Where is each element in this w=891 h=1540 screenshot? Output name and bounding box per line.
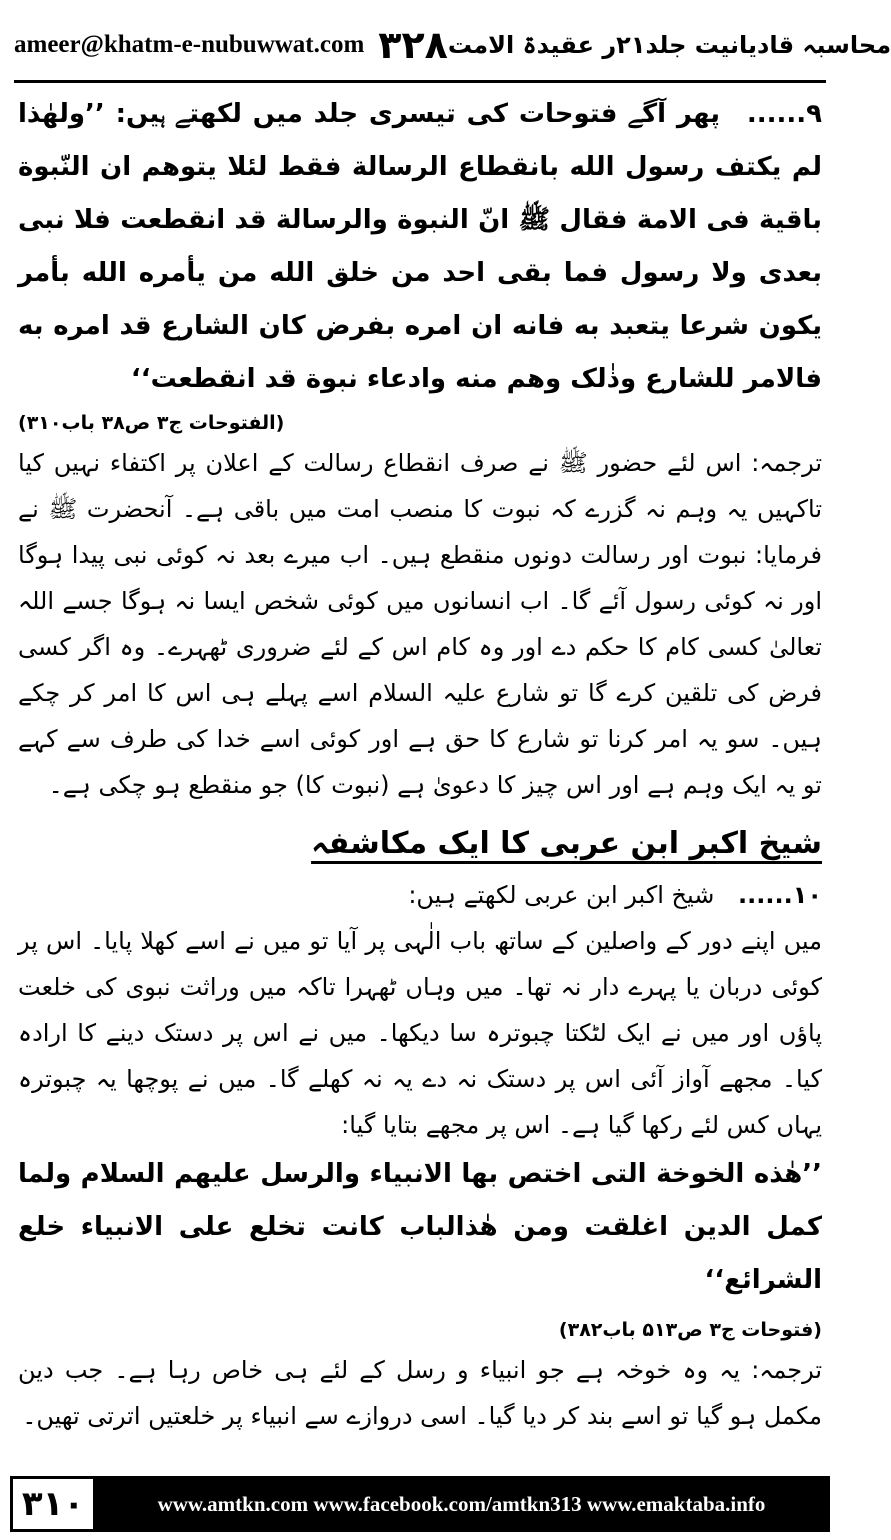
section1-translation: ترجمہ: اس لئے حضور ﷺ نے صرف انقطاع رسالت کے اعلان پر اکتفاء نہیں کیا تاکہیں یہ وہم نہ گزرے کہ نبوت کا منصب امت میں باقی ہے۔ آنحضرت ﷺ نے فرمایا: نبوت اور رسالت دونوں منقطع ہیں۔ اب میرے بعد نہ کوئی نبی پیدا ہوگا اور نہ کوئی رسول آئے گا۔ اب انسانوں میں کوئی شخص ایسا نہ ہوگا جسے اللہ تعالیٰ کسی کام کا حکم دے اور وہ کام اس کے لئے ضروری ٹھہرے۔ وہ اگر کسی فرض کی تلقین کرے گا تو شارع علیہ السلام اسے پہلے ہی اس کا امر کر چکے ہیں۔ سو یہ امر کرنا تو شارع کا حق ہے اور کوئی اسے خدا کی طرف سے کہے تو یہ ایک وہم ہے اور اس چیز کا دعویٰ ہے (نبوت کا) جو منقطع ہو چکی ہے۔: [18, 449, 823, 799]
header-page-number: ۳۲۸: [378, 23, 448, 67]
section1-reference: (الفتوحات ج۳ ص۳۸ باب۳۱۰): [18, 412, 285, 434]
section2-reference: (فتوحات ج۳ ص۵۱۳ باب۳۸۲): [558, 1319, 822, 1341]
footer-links: www.amtkn.com www.facebook.com/amtkn313 www.emaktaba.info: [93, 1476, 830, 1532]
section2-arabic-text: ’’هٰذه الخوخة التی اختص بها الانبیاء والرسل علیهم السلام ولما کمل الدین اغلقت ومن هٰذالباب کانت تخلع علی الانبیاء خلع الشرائع‘‘: [18, 1159, 822, 1295]
page-header: [14, 10, 891, 80]
section1-item-number: ۹......: [746, 99, 823, 129]
header-book-title: محاسبہ قادیانیت جلد۲۱ر عقیدۃ الامت: [447, 31, 891, 59]
section1-quote: [18, 88, 822, 406]
page-body: [18, 88, 822, 1466]
section2-urdu-text: میں اپنے دور کے واصلین کے ساتھ باب الٰہی پر آیا تو میں نے اسے کھلا پایا۔ اس پر کوئی دربان یا پہرے دار نہ تھا۔ میں وہاں ٹھہرا تاکہ میں وراثت نبوی کی خلعت پاؤں اور میں نے ایک لٹکتا چبوترہ سا دیکھا۔ میں نے اس پر دستک دینے کا ارادہ کیا۔ مجھے آواز آئی اس پر دستک نہ دے یہ نہ کھلے گا۔ میں نے پوچھا یہ چبوترہ یہاں کس لئے رکھا گیا ہے۔ اس پر مجھے بتایا گیا:: [18, 927, 822, 1139]
section2-intro: شیخ اکبر ابن عربی لکھتے ہیں:: [408, 881, 715, 909]
footer-page-number: ۳۱۰: [10, 1476, 93, 1532]
header-divider: [14, 80, 826, 83]
page-footer: [10, 1476, 830, 1532]
section2-translation: ترجمہ: یہ وہ خوخہ ہے جو انبیاء و رسل کے لئے ہی خاص رہا ہے۔ جب دین مکمل ہو گیا تو اسے بند کر دیا گیا۔ اسی دروازے سے انبیاء پر خلعتیں اترتی تھیں۔: [18, 1356, 822, 1430]
section2-heading: شیخ اکبر ابن عربی کا ایک مکاشفہ: [311, 826, 822, 861]
section1-intro: پھر آگے فتوحات کی تیسری جلد میں لکھتے ہیں:: [115, 99, 721, 129]
header-email: ameer@khatm-e-nubuwwat.com: [14, 31, 365, 58]
section2-item-number: ۱۰......: [738, 881, 822, 909]
section2-intro-line: [18, 872, 822, 918]
section1-arabic-text: ’’ولهٰذا لم یکتف رسول الله بانقطاع الرسالة فقط لئلا یتوهم ان النّبوة باقیة فی الامة فقال ﷺ انّ النبوة والرسالة قد انقطعت فلا نبی بعدی ولا رسول فما بقی احد من خلق الله من یأمره الله بأمر یکون شرعا یتعبد به فانه ان امره بفرض کان الشارع قد امره به فالامر للشارع وذٰلک وهم منه وادعاء نبوة قد انقطعت‘‘: [18, 99, 822, 394]
